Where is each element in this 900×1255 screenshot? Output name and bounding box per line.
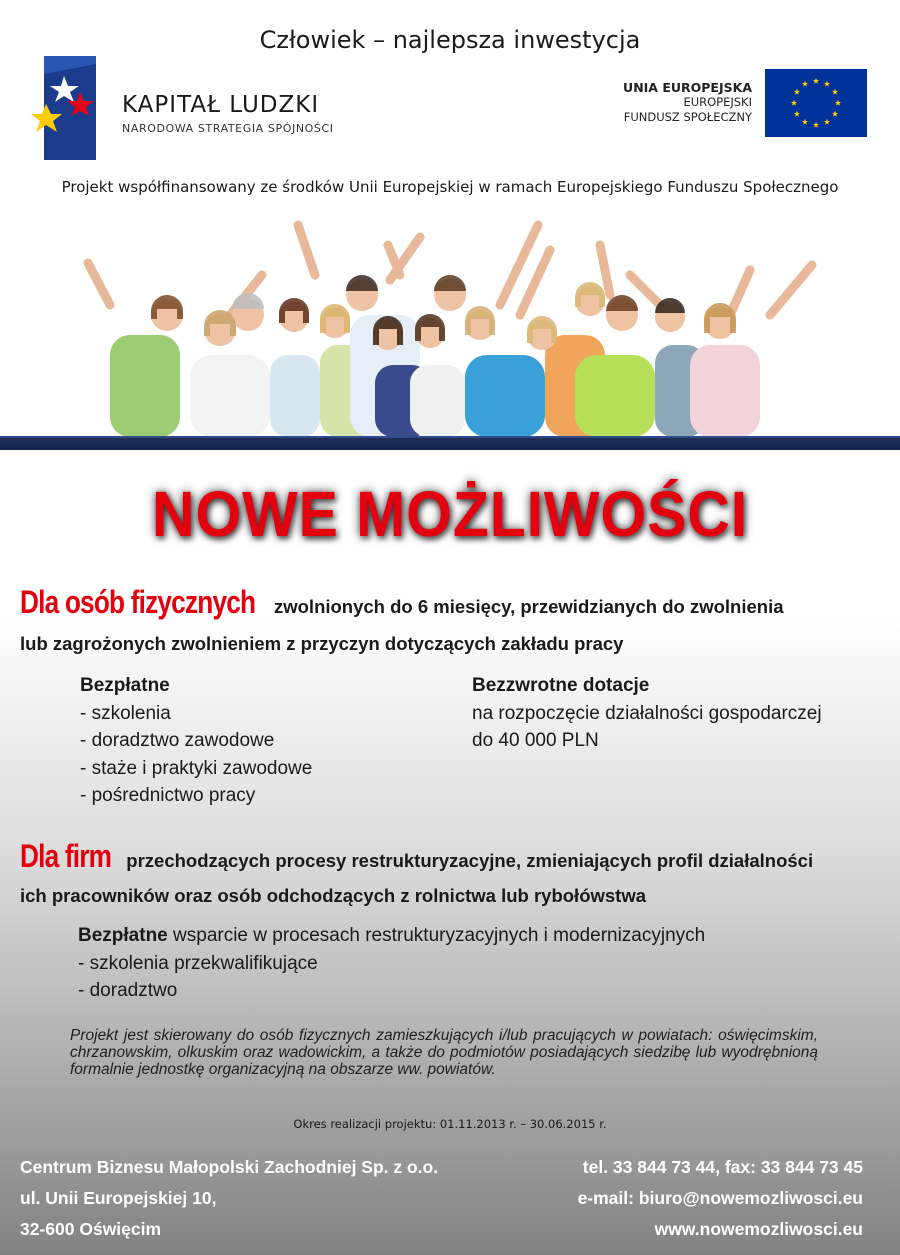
footer-street: ul. Unii Europejskiej 10,: [20, 1188, 217, 1208]
footer-company: Centrum Biznesu Małopolski Zachodniej Sp. z o.o.: [20, 1157, 439, 1177]
persons-grant-list: [472, 672, 822, 755]
eu-line2: EUROPEJSKI: [683, 95, 752, 109]
section-persons-lead: Dla osób fizycznych: [20, 584, 256, 620]
firms-list: [78, 922, 705, 1005]
firms-free-line: [78, 922, 705, 950]
header-area: [0, 0, 900, 436]
kapital-ludzki-logo: [30, 56, 100, 160]
footer-email[interactable]: e-mail: biuro@nowemozliwosci.eu: [577, 1188, 863, 1208]
footer-address: [20, 1152, 438, 1245]
eu-line1: UNIA EUROPEJSKA: [623, 80, 752, 95]
section-firms-line1: przechodzących procesy restrukturyzacyjne, zmieniających profil działalności: [126, 850, 814, 871]
list-item: - szkolenia przekwalifikujące: [78, 952, 318, 974]
section-firms-title: [20, 838, 890, 875]
navy-band: [0, 436, 900, 450]
list-item: - doradztwo zawodowe: [80, 730, 275, 751]
footer-phone: tel. 33 844 73 44, fax: 33 844 73 45: [582, 1157, 863, 1177]
persons-grant-title: Bezzwrotne dotacje: [472, 675, 650, 696]
list-item: na rozpoczęcie działalności gospodarczej: [472, 702, 822, 724]
project-period: Okres realizacji projektu: 01.11.2013 r. – 30.06.2015 r.: [293, 1117, 607, 1131]
footer-contact: [578, 1152, 863, 1245]
slogan: Człowiek – najlepsza inwestycja: [259, 26, 641, 54]
persons-free-list: [80, 672, 312, 810]
list-item: do 40 000 PLN: [472, 730, 599, 751]
footer-city: 32-600 Oświęcim: [20, 1219, 162, 1239]
crowd-photo: [70, 205, 830, 437]
section-firms-line2: ich pracowników oraz osób odchodzących z rolnictwa lub rybołówstwa: [20, 885, 647, 906]
eu-line3: FUNDUSZ SPOŁECZNY: [623, 110, 752, 124]
headline: NOWE MOŻLIWOŚCI: [152, 478, 748, 550]
persons-free-title: Bezpłatne: [80, 675, 170, 696]
list-item: - pośrednictwo pracy: [80, 785, 256, 806]
section-firms-lead: Dla firm: [20, 838, 112, 874]
kapital-ludzki-title: KAPITAŁ LUDZKI: [122, 92, 320, 118]
firms-free-rest: wsparcie w procesach restrukturyzacyjnych i modernizacyjnych: [173, 925, 706, 946]
eu-flag: [765, 69, 867, 137]
section-persons-line1: zwolnionych do 6 miesięcy, przewidzianych do zwolnienia: [273, 596, 784, 617]
eu-text: [623, 80, 752, 125]
list-item: - staże i praktyki zawodowe: [80, 757, 313, 779]
list-item: - szkolenia: [80, 702, 171, 724]
section-persons-title: [20, 584, 890, 621]
cofinancing-note: Projekt współfinansowany ze środków Unii Europejskiej w ramach Europejskiego Funduszu Społecznego: [61, 178, 839, 196]
eligibility-note: Projekt jest skierowany do osób fizycznych zamieszkujących i/lub pracujących w powiatach: oświęcimskim, chrzanowskim, olkuskim oraz wadowickim, a także do podmiotów posiadających siedzibę lub wyodrębnioną formalnie jednostkę organizacyjną na obszarze ww. powiatów.: [70, 1027, 818, 1078]
firms-free-bold: Bezpłatne: [78, 925, 168, 946]
kapital-ludzki-subtitle: NARODOWA STRATEGIA SPÓJNOŚCI: [122, 122, 334, 135]
section-persons-line2: lub zagrożonych zwolnieniem z przyczyn dotyczących zakładu pracy: [20, 633, 624, 654]
footer-www[interactable]: www.nowemozliwosci.eu: [654, 1219, 863, 1239]
list-item: - doradztwo: [78, 980, 178, 1001]
